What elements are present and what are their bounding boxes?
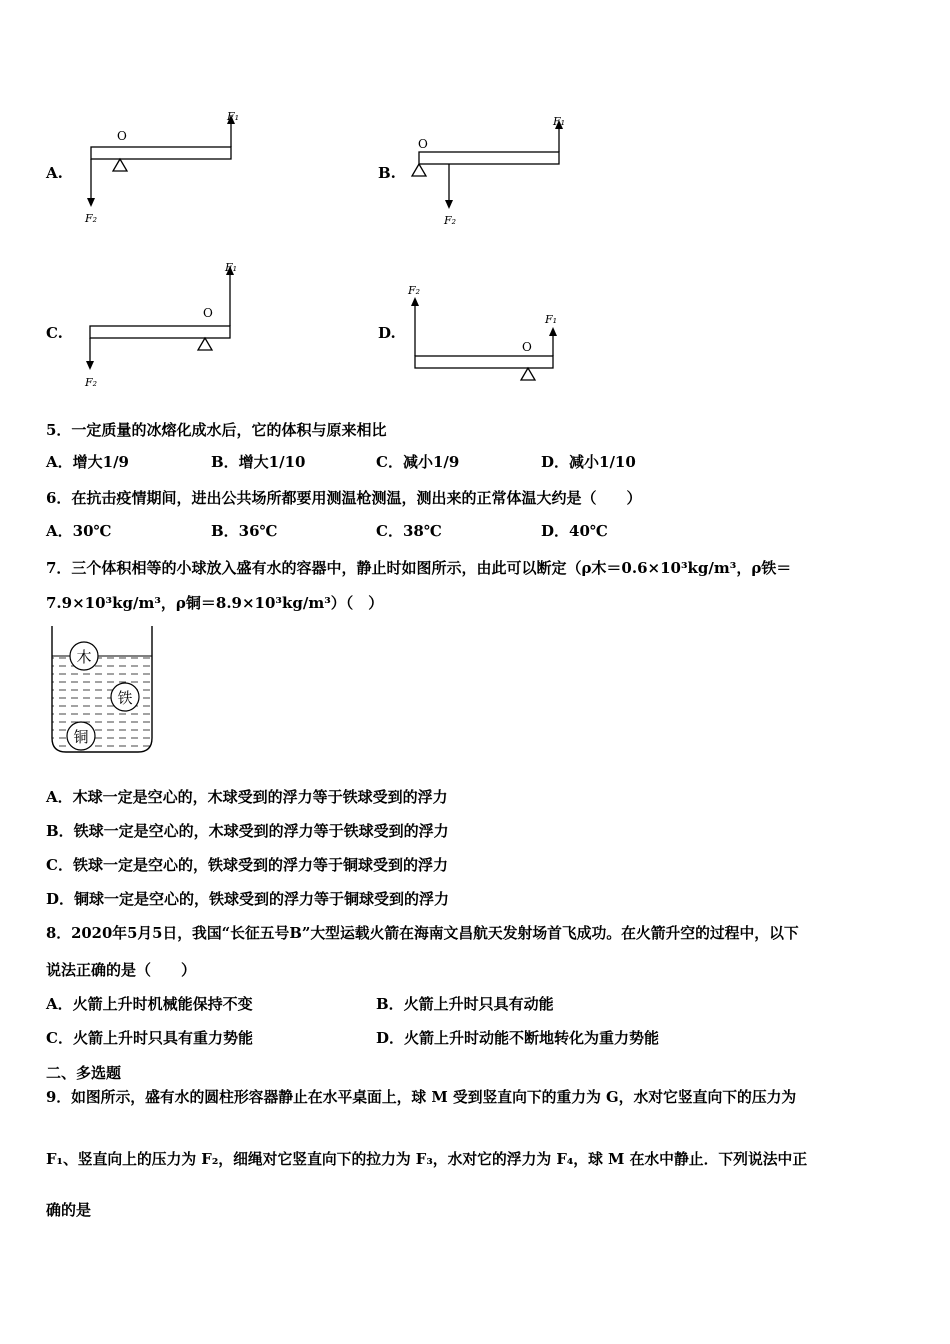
q4-option-a-diagram [80, 110, 250, 235]
q6-stem: 6．在抗击疫情期间，进出公共场所都要用测温枪测温，测出来的正常体温大约是（ ） [46, 489, 642, 507]
q5-option-b[interactable]: B．增大1/10 [211, 453, 306, 471]
force-f1-label: F₁ [227, 110, 240, 123]
arrow-up-icon [549, 327, 557, 336]
fulcrum-icon [521, 368, 535, 380]
q6-option-a[interactable]: A．30℃ [46, 522, 112, 540]
lever-bar [415, 356, 553, 368]
force-f1-label: F₁ [553, 115, 566, 128]
q8-stem-line2: 说法正确的是（ ） [46, 961, 197, 979]
force-f2-label: F₂ [444, 214, 457, 227]
q6-option-d[interactable]: D．40℃ [541, 522, 608, 540]
iron-ball-label: 铁 [117, 689, 133, 707]
force-f2-label: F₂ [408, 284, 421, 297]
q8-option-a[interactable]: A．火箭上升时机械能保持不变 [46, 995, 253, 1013]
q9-line2: F₁、竖直向上的压力为 F₂，细绳对它竖直向下的拉力为 F₃，水对它的浮力为 F₄，球 M 在水中静止．下列说法中正 [46, 1151, 808, 1168]
q7-stem-line2: 7.9×10³kg/m³，ρ铜＝8.9×10³kg/m³）（ ） [46, 594, 384, 612]
q8-stem-line1: 8．2020年5月5日，我国“长征五号B”大型运载火箭在海南文昌航天发射场首飞成功。在火箭升空的过程中，以下 [46, 925, 799, 942]
q9-line1: 9．如图所示，盛有水的圆柱形容器静止在水平桌面上，球 M 受到竖直向下的重力为 G，水对它竖直向下的压力为 [46, 1089, 797, 1106]
q7-option-a[interactable]: A．木球一定是空心的，木球受到的浮力等于铁球受到的浮力 [46, 788, 448, 806]
q8-option-d[interactable]: D．火箭上升时动能不断地转化为重力势能 [376, 1029, 660, 1047]
q8-option-b[interactable]: B．火箭上升时只具有动能 [376, 995, 554, 1013]
lever-bar [91, 147, 231, 159]
fulcrum-icon [198, 338, 212, 350]
lever-bar [90, 326, 230, 338]
q7-stem-line1: 7．三个体积相等的小球放入盛有水的容器中，静止时如图所示，由此可以断定（ρ木＝0.6×10³kg/m³，ρ铁＝ [46, 559, 792, 577]
pivot-label: O [418, 137, 428, 151]
q5-option-c[interactable]: C．减小1/9 [376, 453, 460, 471]
section-title: 二、多选题 [46, 1064, 122, 1082]
fulcrum-icon [113, 159, 127, 171]
q5-option-d[interactable]: D．减小1/10 [541, 453, 636, 471]
pivot-label: O [117, 129, 127, 143]
q9-line3: 确的是 [46, 1201, 92, 1219]
q4-option-c-diagram [80, 255, 250, 395]
wood-ball-label: 木 [76, 648, 92, 666]
q4-option-b-diagram [405, 115, 570, 235]
arrow-down-icon [445, 200, 453, 209]
q5-stem: 5．一定质量的冰熔化成水后，它的体积与原来相比 [46, 421, 387, 439]
q5-option-a[interactable]: A．增大1/9 [46, 453, 129, 471]
force-f1-label: F₁ [225, 261, 238, 274]
q7-option-c[interactable]: C．铁球一定是空心的，铁球受到的浮力等于铜球受到的浮力 [46, 856, 448, 874]
pivot-label: O [522, 340, 532, 354]
q4-option-b-letter: B. [378, 164, 396, 182]
q4-option-d-diagram [405, 280, 570, 395]
q4-option-a-letter: A. [46, 164, 63, 182]
fulcrum-icon [412, 164, 426, 176]
q7-option-b[interactable]: B．铁球一定是空心的，木球受到的浮力等于铁球受到的浮力 [46, 822, 449, 840]
force-f2-label: F₂ [85, 212, 98, 225]
lever-bar [419, 152, 559, 164]
q6-option-b[interactable]: B．36℃ [211, 522, 278, 540]
arrow-down-icon [87, 198, 95, 207]
q8-option-c[interactable]: C．火箭上升时只具有重力势能 [46, 1029, 253, 1047]
force-f2-label: F₂ [85, 376, 98, 389]
q4-option-d-letter: D. [378, 324, 396, 342]
copper-ball-label: 铜 [73, 728, 89, 746]
force-f1-label: F₁ [545, 313, 558, 326]
q7-option-d[interactable]: D．铜球一定是空心的，铁球受到的浮力等于铜球受到的浮力 [46, 890, 450, 908]
q7-container-diagram [46, 622, 158, 756]
q4-option-c-letter: C. [46, 324, 63, 342]
pivot-label: O [203, 306, 213, 320]
arrow-down-icon [86, 361, 94, 370]
arrow-up-icon [411, 297, 419, 306]
q6-option-c[interactable]: C．38℃ [376, 522, 442, 540]
